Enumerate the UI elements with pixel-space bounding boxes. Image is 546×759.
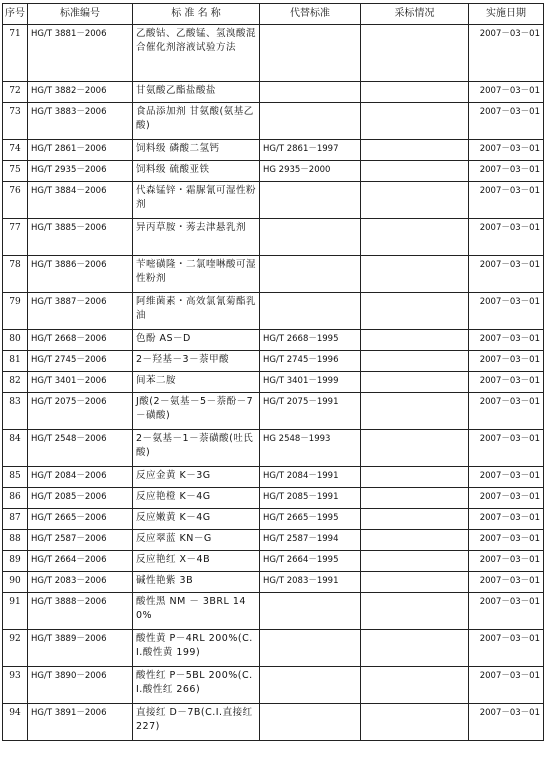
standard-number: HG/T 2668－2006 [28, 330, 133, 351]
replaced-standard: HG/T 2587－1994 [260, 530, 361, 551]
table-row [3, 82, 544, 103]
effective-date: 2007－03－01 [469, 372, 544, 393]
effective-date: 2007－03－01 [469, 140, 544, 161]
replaced-standard [260, 704, 361, 741]
adoption-status [361, 704, 469, 741]
effective-date: 2007－03－01 [469, 103, 544, 140]
header-row [3, 4, 544, 25]
standard-number: HG/T 2548－2006 [28, 430, 133, 467]
replaced-standard: HG/T 2083－1991 [260, 572, 361, 593]
standard-name: 2－羟基－3－萘甲酸 [133, 351, 260, 372]
table-row [3, 551, 544, 572]
effective-date: 2007－03－01 [469, 704, 544, 741]
standard-name: 反应嫩黄 K－4G [133, 509, 260, 530]
standard-name: 反应艳红 X－4B [133, 551, 260, 572]
effective-date: 2007－03－01 [469, 667, 544, 704]
adoption-status [361, 509, 469, 530]
effective-date: 2007－03－01 [469, 430, 544, 467]
header-no: 序号 [3, 4, 28, 25]
standard-number: HG/T 2935－2006 [28, 161, 133, 182]
replaced-standard: HG/T 3401－1999 [260, 372, 361, 393]
adoption-status [361, 103, 469, 140]
replaced-standard: HG/T 2861－1997 [260, 140, 361, 161]
standard-number: HG/T 3890－2006 [28, 667, 133, 704]
table-row [3, 572, 544, 593]
table-row [3, 530, 544, 551]
replaced-standard [260, 25, 361, 82]
effective-date: 2007－03－01 [469, 293, 544, 330]
replaced-standard [260, 293, 361, 330]
effective-date: 2007－03－01 [469, 330, 544, 351]
table-row [3, 393, 544, 430]
standard-name: 反应艳橙 K－4G [133, 488, 260, 509]
standard-number: HG/T 2664－2006 [28, 551, 133, 572]
row-number: 88 [3, 530, 28, 551]
header-std-name: 标 准 名 称 [133, 4, 260, 25]
adoption-status [361, 530, 469, 551]
adoption-status [361, 372, 469, 393]
effective-date: 2007－03－01 [469, 161, 544, 182]
row-number: 81 [3, 351, 28, 372]
effective-date: 2007－03－01 [469, 593, 544, 630]
row-number: 82 [3, 372, 28, 393]
table-row [3, 467, 544, 488]
effective-date: 2007－03－01 [469, 219, 544, 256]
standard-number: HG/T 3891－2006 [28, 704, 133, 741]
header-adoption: 采标情况 [361, 4, 469, 25]
adoption-status [361, 25, 469, 82]
header-replaced-std: 代替标准 [260, 4, 361, 25]
adoption-status [361, 551, 469, 572]
table-row [3, 667, 544, 704]
standard-number: HG/T 3886－2006 [28, 256, 133, 293]
adoption-status [361, 256, 469, 293]
row-number: 85 [3, 467, 28, 488]
standard-name: J酸(2－氨基－5－萘酚－7－磺酸) [133, 393, 260, 430]
row-number: 91 [3, 593, 28, 630]
standard-number: HG/T 3884－2006 [28, 182, 133, 219]
standard-name: 碱性艳紫 3B [133, 572, 260, 593]
standard-name: 阿维菌素・高效氯氰菊酯乳油 [133, 293, 260, 330]
table-row [3, 293, 544, 330]
replaced-standard [260, 103, 361, 140]
row-number: 93 [3, 667, 28, 704]
standard-number: HG/T 2075－2006 [28, 393, 133, 430]
replaced-standard [260, 256, 361, 293]
standard-name: 酸性红 P－5BL 200%(C.I.酸性红 266) [133, 667, 260, 704]
effective-date: 2007－03－01 [469, 467, 544, 488]
row-number: 84 [3, 430, 28, 467]
table-row [3, 25, 544, 82]
standard-name: 反应金黄 K－3G [133, 467, 260, 488]
adoption-status [361, 467, 469, 488]
replaced-standard: HG/T 2075－1991 [260, 393, 361, 430]
replaced-standard [260, 667, 361, 704]
table-row [3, 630, 544, 667]
effective-date: 2007－03－01 [469, 182, 544, 219]
adoption-status [361, 351, 469, 372]
standard-name: 反应翠蓝 KN－G [133, 530, 260, 551]
table-row [3, 430, 544, 467]
table-row [3, 593, 544, 630]
adoption-status [361, 593, 469, 630]
standard-number: HG/T 3883－2006 [28, 103, 133, 140]
row-number: 87 [3, 509, 28, 530]
adoption-status [361, 82, 469, 103]
standard-name: 2－氨基－1－萘磺酸(吐氏酸) [133, 430, 260, 467]
row-number: 76 [3, 182, 28, 219]
standard-name: 甘氨酸乙酯盐酸盐 [133, 82, 260, 103]
standard-name: 饲料级 磷酸二氢钙 [133, 140, 260, 161]
replaced-standard: HG/T 2664－1995 [260, 551, 361, 572]
standard-number: HG/T 3401－2006 [28, 372, 133, 393]
standard-number: HG/T 3885－2006 [28, 219, 133, 256]
row-number: 83 [3, 393, 28, 430]
adoption-status [361, 161, 469, 182]
table-row [3, 256, 544, 293]
standard-name: 饲料级 硫酸亚铁 [133, 161, 260, 182]
row-number: 80 [3, 330, 28, 351]
adoption-status [361, 430, 469, 467]
table-row [3, 372, 544, 393]
adoption-status [361, 293, 469, 330]
row-number: 89 [3, 551, 28, 572]
effective-date: 2007－03－01 [469, 488, 544, 509]
replaced-standard [260, 593, 361, 630]
effective-date: 2007－03－01 [469, 530, 544, 551]
row-number: 72 [3, 82, 28, 103]
row-number: 75 [3, 161, 28, 182]
table-row [3, 351, 544, 372]
standard-number: HG/T 2587－2006 [28, 530, 133, 551]
table-row [3, 509, 544, 530]
standard-name: 酸性黑 NM － 3BRL 140% [133, 593, 260, 630]
row-number: 71 [3, 25, 28, 82]
standard-number: HG/T 2745－2006 [28, 351, 133, 372]
replaced-standard [260, 219, 361, 256]
adoption-status [361, 667, 469, 704]
replaced-standard: HG/T 2084－1991 [260, 467, 361, 488]
standard-name: 酸性黄 P－4RL 200%(C.I.酸性黄 199) [133, 630, 260, 667]
standard-name: 食品添加剂 甘氨酸(氨基乙酸) [133, 103, 260, 140]
header-std-number: 标准编号 [28, 4, 133, 25]
row-number: 77 [3, 219, 28, 256]
row-number: 78 [3, 256, 28, 293]
table-row [3, 219, 544, 256]
effective-date: 2007－03－01 [469, 393, 544, 430]
standard-number: HG/T 3882－2006 [28, 82, 133, 103]
adoption-status [361, 630, 469, 667]
adoption-status [361, 393, 469, 430]
table-row [3, 161, 544, 182]
row-number: 90 [3, 572, 28, 593]
standard-name: 色酚 AS－D [133, 330, 260, 351]
effective-date: 2007－03－01 [469, 351, 544, 372]
header-effective-date: 实施日期 [469, 4, 544, 25]
adoption-status [361, 140, 469, 161]
adoption-status [361, 488, 469, 509]
table-row [3, 182, 544, 219]
replaced-standard: HG 2935－2000 [260, 161, 361, 182]
standard-name: 直接红 D－7B(C.I.直接红 227) [133, 704, 260, 741]
replaced-standard [260, 182, 361, 219]
effective-date: 2007－03－01 [469, 25, 544, 82]
standard-number: HG/T 3889－2006 [28, 630, 133, 667]
standard-number: HG/T 2665－2006 [28, 509, 133, 530]
replaced-standard: HG/T 2745－1996 [260, 351, 361, 372]
table-row [3, 488, 544, 509]
effective-date: 2007－03－01 [469, 509, 544, 530]
standard-name: 间苯二胺 [133, 372, 260, 393]
adoption-status [361, 572, 469, 593]
standard-number: HG/T 2083－2006 [28, 572, 133, 593]
row-number: 86 [3, 488, 28, 509]
effective-date: 2007－03－01 [469, 630, 544, 667]
standard-name: 乙酸钴、乙酸锰、氢溴酸混合催化剂溶液试验方法 [133, 25, 260, 82]
replaced-standard: HG/T 2665－1995 [260, 509, 361, 530]
effective-date: 2007－03－01 [469, 256, 544, 293]
replaced-standard [260, 630, 361, 667]
effective-date: 2007－03－01 [469, 551, 544, 572]
standards-table [2, 3, 544, 741]
row-number: 92 [3, 630, 28, 667]
table-row [3, 103, 544, 140]
table-row [3, 704, 544, 741]
row-number: 94 [3, 704, 28, 741]
standard-number: HG/T 3881－2006 [28, 25, 133, 82]
row-number: 79 [3, 293, 28, 330]
standard-number: HG/T 2085－2006 [28, 488, 133, 509]
table-row [3, 330, 544, 351]
replaced-standard: HG/T 2668－1995 [260, 330, 361, 351]
replaced-standard [260, 82, 361, 103]
standard-number: HG/T 3887－2006 [28, 293, 133, 330]
adoption-status [361, 219, 469, 256]
row-number: 74 [3, 140, 28, 161]
adoption-status [361, 330, 469, 351]
standard-name: 苄嘧磺隆・二氯喹啉酸可湿性粉剂 [133, 256, 260, 293]
table-row [3, 140, 544, 161]
standard-number: HG/T 3888－2006 [28, 593, 133, 630]
effective-date: 2007－03－01 [469, 82, 544, 103]
effective-date: 2007－03－01 [469, 572, 544, 593]
standard-number: HG/T 2084－2006 [28, 467, 133, 488]
adoption-status [361, 182, 469, 219]
standard-number: HG/T 2861－2006 [28, 140, 133, 161]
replaced-standard: HG/T 2085－1991 [260, 488, 361, 509]
replaced-standard: HG 2548－1993 [260, 430, 361, 467]
standard-name: 代森锰锌・霜脲氰可湿性粉剂 [133, 182, 260, 219]
standard-name: 异丙草胺・莠去津悬乳剂 [133, 219, 260, 256]
row-number: 73 [3, 103, 28, 140]
